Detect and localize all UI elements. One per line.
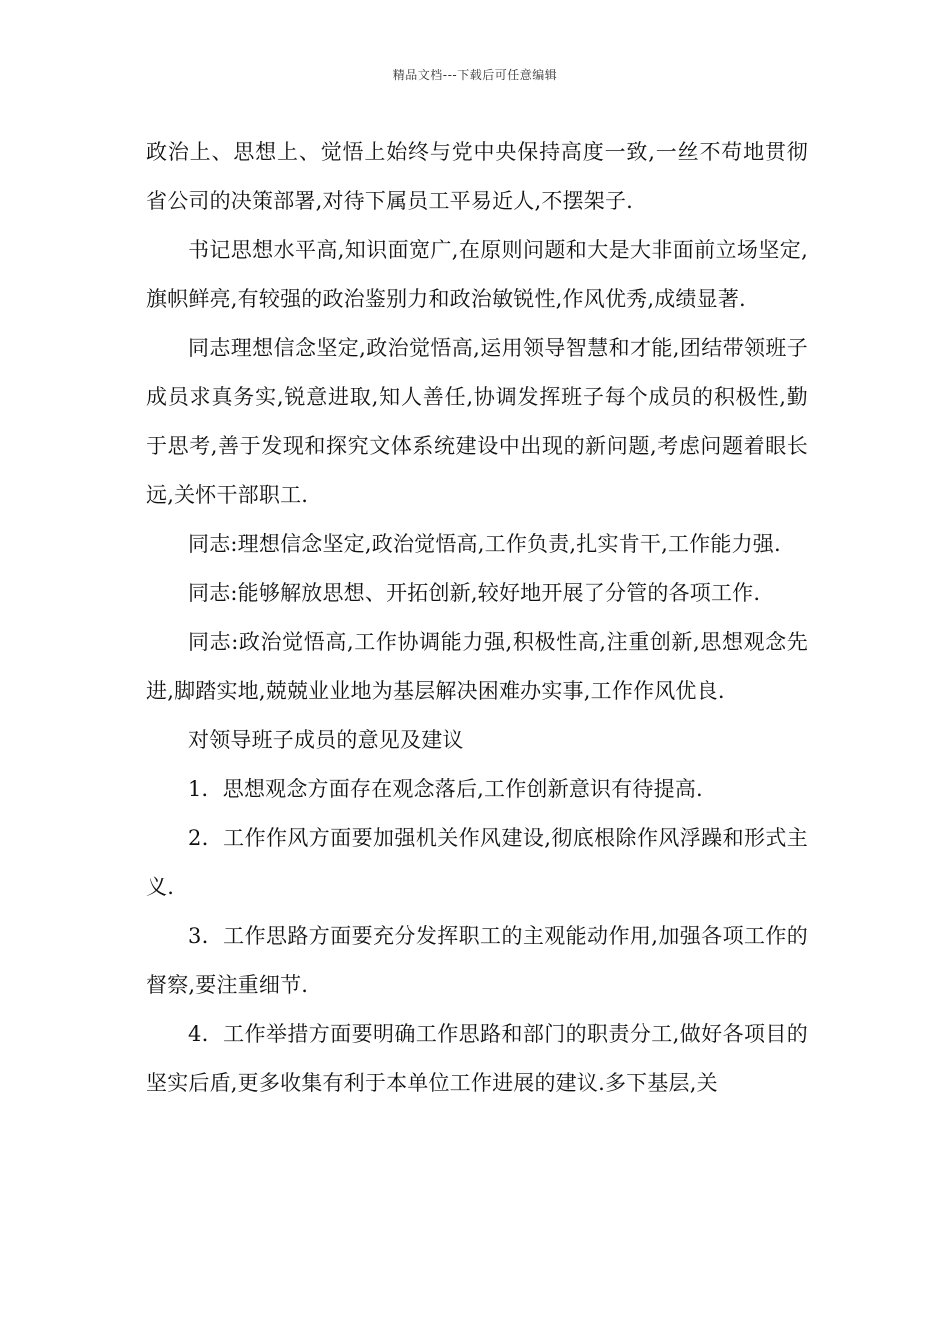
- section-heading: 对领导班子成员的意见及建议: [188, 728, 464, 752]
- page-header: 精品文档---下载后可任意编辑: [392, 68, 558, 82]
- list-item-2: 2．工作作风方面要加强机关作风建设,彻底根除作风浮躁和形式主义.: [146, 826, 808, 899]
- paragraph-6: 同志:政治觉悟高,工作协调能力强,积极性高,注重创新,思想观念先进,脚踏实地,兢兢业业地为基层解决困难办实事,工作作风优良.: [146, 630, 808, 703]
- paragraph-2: 书记思想水平高,知识面宽广,在原则问题和大是大非面前立场坚定,旗帜鲜亮,有较强的政治鉴别力和政治敏锐性,作风优秀,成绩显著.: [146, 238, 808, 311]
- paragraph-3: 同志理想信念坚定,政治觉悟高,运用领导智慧和才能,团结带领班子成员求真务实,锐意进取,知人善任,协调发挥班子每个成员的积极性,勤于思考,善于发现和探究文体系统建设中出现的新问题,考虑问题着眼长远,关怀干部职工.: [146, 336, 808, 507]
- paragraph-1: 政治上、思想上、觉悟上始终与党中央保持高度一致,一丝不苟地贯彻省公司的决策部署,对待下属员工平易近人,不摆架子.: [146, 140, 808, 213]
- list-item-3: 3．工作思路方面要充分发挥职工的主观能动作用,加强各项工作的督察,要注重细节.: [146, 924, 808, 997]
- list-item-4: 4．工作举措方面要明确工作思路和部门的职责分工,做好各项目的坚实后盾,更多收集有利于本单位工作进展的建议.多下基层,关: [146, 1022, 808, 1095]
- list-item-1: 1．思想观念方面存在观念落后,工作创新意识有待提高.: [188, 777, 703, 801]
- document-body: [146, 128, 808, 1108]
- paragraph-5: 同志:能够解放思想、开拓创新,较好地开展了分管的各项工作.: [188, 581, 761, 605]
- paragraph-4: 同志:理想信念坚定,政治觉悟高,工作负责,扎实肯干,工作能力强.: [188, 532, 781, 556]
